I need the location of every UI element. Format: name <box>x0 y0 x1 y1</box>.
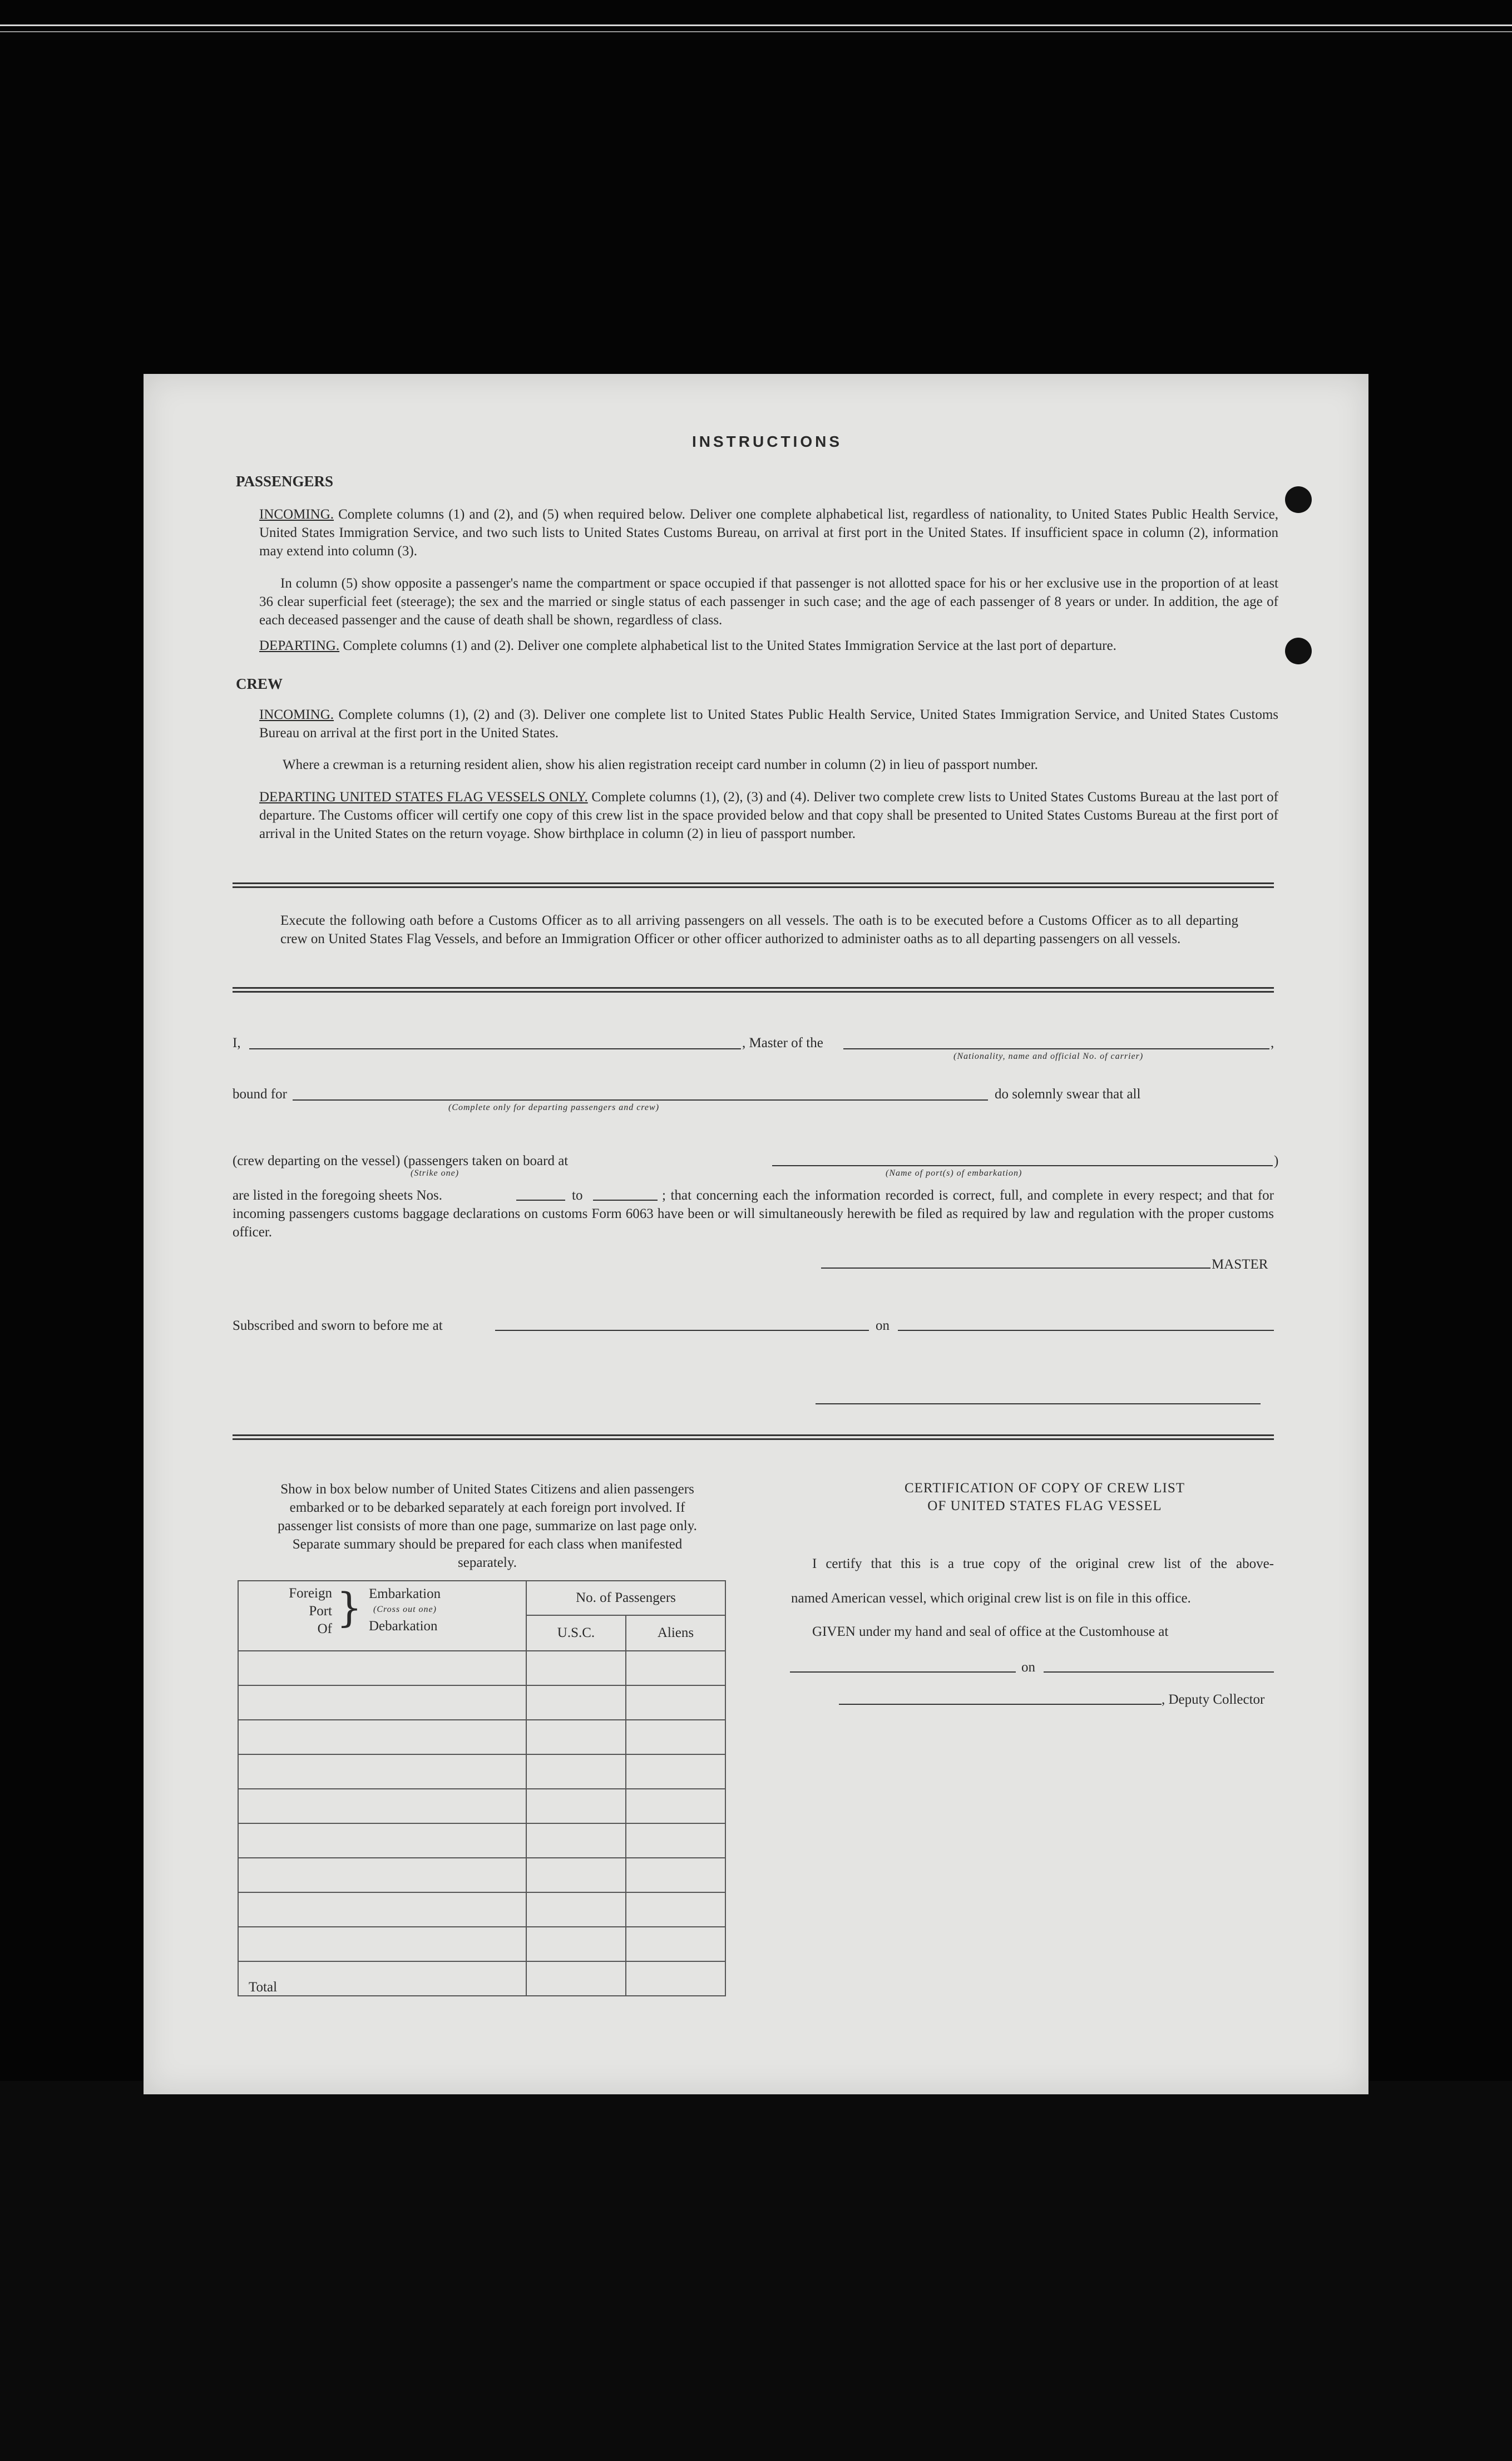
carrier-line[interactable] <box>843 1048 1269 1049</box>
close-paren: ) <box>1274 1153 1279 1168</box>
film-top-line <box>0 24 1512 26</box>
passengers-heading: PASSENGERS <box>236 473 334 490</box>
punch-hole-2 <box>1285 638 1312 664</box>
listed-sheets: are listed in the foregoing sheets Nos. <box>233 1188 442 1203</box>
certification-heading-2: OF UNITED STATES FLAG VESSEL <box>927 1498 1162 1513</box>
foreign-label: Foreign <box>289 1586 332 1601</box>
nationality-note: (Nationality, name and official No. of carrier) <box>953 1052 1144 1061</box>
master-of-the: , Master of the <box>742 1035 823 1051</box>
ports-note: (Name of port(s) of embarkation) <box>886 1168 1022 1178</box>
certification-date-line[interactable] <box>1044 1671 1274 1673</box>
table-row <box>238 1651 725 1685</box>
certification-text-3: GIVEN under my hand and seal of office at the Customhouse at <box>812 1624 1169 1639</box>
total-aliens-cell[interactable] <box>626 1961 725 1996</box>
comma: , <box>1271 1035 1274 1051</box>
master-name-line[interactable] <box>249 1048 741 1049</box>
total-label: Total <box>238 1961 526 1996</box>
crew-departing-label: DEPARTING UNITED STATES FLAG VESSELS ONLY. <box>259 790 588 805</box>
bound-for-label: bound for <box>233 1087 287 1102</box>
passengers-departing-text: Complete columns (1) and (2). Deliver one complete alphabetical list to the United States Immigration Service at the last port of departure. <box>343 638 1116 653</box>
master-signature-line[interactable] <box>821 1268 1210 1269</box>
oath-statement: ; that concerning each the information recorded is correct, full, and complete in every respect; and that for incoming passengers customs baggage declarations on customs Form 6063 have been or will simultaneously herewith be filed as required by law and regulation with the proper customs officer. <box>233 1188 1274 1240</box>
oath-i: I, <box>233 1035 241 1051</box>
listed-to: to <box>572 1188 583 1203</box>
deputy-signature-line[interactable] <box>839 1704 1162 1705</box>
column5-instructions: In column (5) show opposite a passenger's name the compartment or space occupied if that passenger is not allotted space for his or her exclusive use in the proportion of at least 36 clear superficial feet (steerage); the sex and the married or single status of each passenger in such case; and the age of each passenger of 8 years or under. In addition, the age of each deceased passenger and the cause of death shall be shown, regardless of class. <box>259 576 1278 628</box>
table-row <box>238 1823 725 1858</box>
embarkation-label: Embarkation <box>369 1586 441 1601</box>
total-usc-cell[interactable] <box>526 1961 626 1996</box>
strike-one-note: (Strike one) <box>411 1168 459 1178</box>
complete-only-note: (Complete only for departing passengers and crew) <box>448 1103 660 1112</box>
punch-hole-1 <box>1285 486 1312 513</box>
double-rule-2 <box>233 987 1274 993</box>
passenger-summary-table <box>238 1580 726 1996</box>
port-header-cell <box>238 1581 526 1651</box>
deputy-collector-label: , Deputy Collector <box>1162 1692 1265 1707</box>
debarkation-label: Debarkation <box>369 1619 438 1634</box>
table-row <box>238 1754 725 1789</box>
ports-embarkation-line[interactable] <box>772 1165 1273 1166</box>
cross-out-note: (Cross out one) <box>373 1605 437 1614</box>
bound-for-line[interactable] <box>293 1099 988 1101</box>
film-top-line-2 <box>0 31 1512 32</box>
table-row <box>238 1685 725 1720</box>
crew-incoming-label: INCOMING. <box>259 707 334 722</box>
total-row <box>238 1961 725 1996</box>
table-row <box>238 1858 725 1892</box>
table-row <box>238 1892 725 1927</box>
certification-heading-1: CERTIFICATION OF COPY OF CREW LIST <box>904 1481 1185 1496</box>
aliens-header: Aliens <box>626 1615 725 1651</box>
certification-text-1: I certify that this is a true copy of the original crew list of the above- <box>812 1556 1274 1571</box>
crew-incoming-text: Complete columns (1), (2) and (3). Deliver one complete list to United States Public Health Service, United States Immigration Service, and United States Customs Bureau on arrival at the first port in the United States. <box>259 707 1278 741</box>
table-row <box>238 1720 725 1754</box>
brace-icon: } <box>337 1584 362 1631</box>
crew-passengers-clause: (crew departing on the vessel) (passengers taken on board at <box>233 1153 569 1168</box>
master-label: MASTER <box>1212 1257 1268 1272</box>
certification-text-2: named American vessel, which original crew list is on file in this office. <box>791 1591 1191 1606</box>
double-rule-1 <box>233 882 1274 888</box>
oath-intro: Execute the following oath before a Customs Officer as to all arriving passengers on all vessels. The oath is to be executed before a Customs Officer as to all departing crew on United States Flag Vessels, and before an Immigration Officer or other officer authorized to administer oaths as to all departing passengers on all vessels. <box>280 913 1238 946</box>
crew-departing-text: Complete columns (1), (2), (3) and (4). Deliver two complete crew lists to United States Customs Bureau at the last port of departure. The Customs officer will certify one copy of this crew list in the space provided below and that copy shall be presented to United States Customs Bureau at the first port of arrival in the United States on the return voyage. Show birthplace in column (2) in lieu of passport number. <box>259 790 1278 841</box>
solemnly-swear: do solemnly swear that all <box>995 1087 1141 1102</box>
crew-returning-resident: Where a crewman is a returning resident alien, show his alien registration receipt card number in column (2) in lieu of passport number. <box>283 757 1038 772</box>
form-page <box>144 374 1368 2094</box>
incoming-label: INCOMING. <box>259 507 334 522</box>
sworn-on: on <box>876 1318 890 1333</box>
customhouse-line[interactable] <box>790 1671 1016 1673</box>
page-title: INSTRUCTIONS <box>692 433 842 450</box>
certification-on: on <box>1021 1660 1035 1675</box>
passengers-incoming <box>259 505 1278 560</box>
table-row <box>238 1789 725 1823</box>
crew-heading: CREW <box>236 675 283 692</box>
departing-label: DEPARTING. <box>259 638 340 653</box>
subscribed-label: Subscribed and sworn to before me at <box>233 1318 443 1333</box>
port-label: Port <box>309 1604 332 1619</box>
usc-header: U.S.C. <box>526 1615 626 1651</box>
crew-departing <box>259 788 1278 843</box>
officer-signature-line[interactable] <box>816 1403 1261 1404</box>
film-bottom-band <box>0 2081 1512 2461</box>
no-passengers-header: No. of Passengers <box>526 1581 725 1615</box>
crew-incoming <box>259 706 1278 742</box>
sworn-at-line[interactable] <box>495 1330 869 1331</box>
sworn-date-line[interactable] <box>898 1330 1274 1331</box>
passengers-incoming-text: Complete columns (1) and (2), and (5) when required below. Deliver one complete alphabetical list, regardless of nationality, to United States Public Health Service, United States Immigration Service, and two such lists to United States Customs Bureau, on arrival at first port in the United States. If insufficient space in column (2), information may extend into column (3). <box>259 507 1279 559</box>
of-label: Of <box>317 1621 332 1636</box>
summary-intro: Show in box below number of United States Citizens and alien passengers embarked or to be debarked separately at each foreign port involved. If passenger list consists of more than one page, summarize on last page only. Separate summary should be prepared for each class when manifested separately. <box>278 1482 697 1570</box>
double-rule-3 <box>233 1434 1274 1440</box>
table-row <box>238 1927 725 1961</box>
passengers-departing <box>259 637 1278 655</box>
